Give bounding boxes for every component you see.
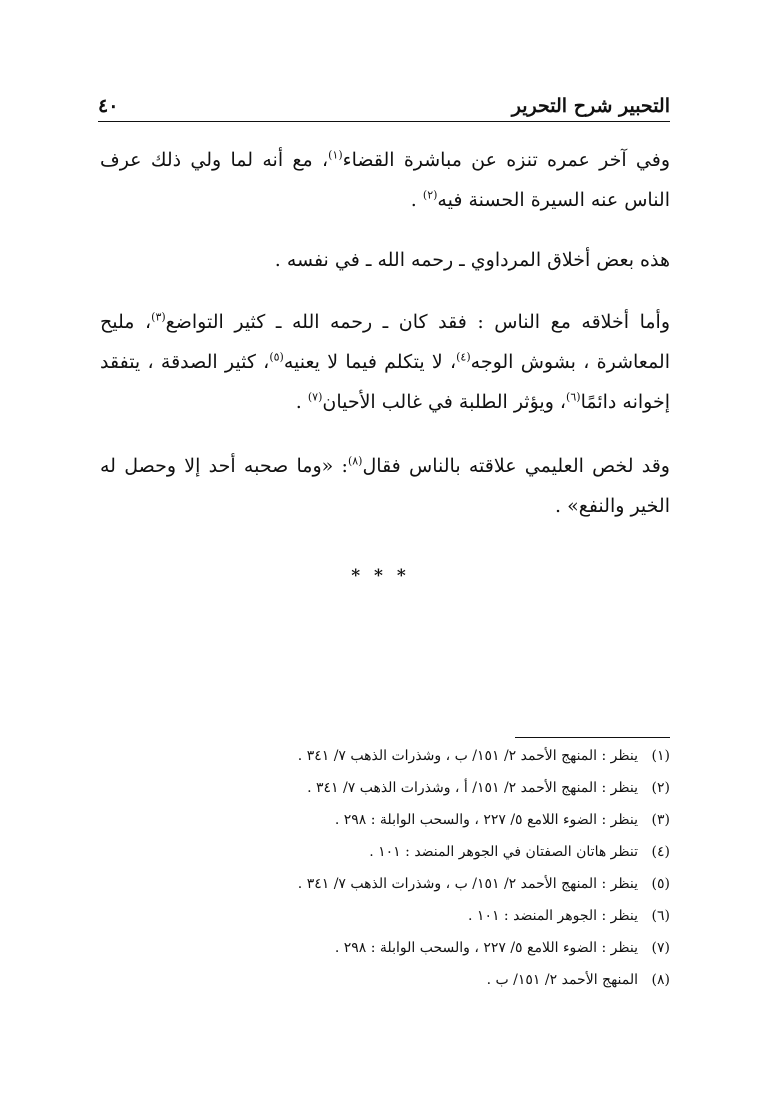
paragraph-1 — [100, 140, 670, 220]
footnote-item — [240, 964, 670, 996]
footnote-text: ينظر : الجوهر المنضد : ١٠١ . — [468, 908, 638, 924]
footnote-item — [240, 740, 670, 772]
footnote-number: (٨) — [651, 972, 670, 988]
page-number: ٤٠ — [98, 95, 119, 117]
footnotes-list — [240, 740, 670, 996]
footnote-number: (٧) — [651, 940, 670, 956]
text-run: . — [410, 189, 417, 211]
footnote-marker-8[interactable]: (٨) — [347, 454, 363, 468]
footnote-text: ينظر : الضوء اللامع ٥/ ٢٢٧ ، والسحب الوابلة : ٢٩٨ . — [334, 940, 638, 956]
text-run: . — [295, 391, 302, 413]
footnote-separator — [515, 737, 670, 738]
running-header — [98, 88, 670, 122]
text-run: ، مع أنه لما ولي ذلك عرف الناس عنه السيرة الحسنة فيه — [100, 149, 670, 211]
footnote-item — [240, 868, 670, 900]
footnote-marker-5[interactable]: (٥) — [269, 350, 284, 364]
footnote-item — [240, 836, 670, 868]
footnote-number: (٣) — [651, 812, 670, 828]
footnote-text: المنهج الأحمد ٢/ ١٥١/ ب . — [486, 972, 638, 988]
footnote-text: ينظر : المنهج الأحمد ٢/ ١٥١/ ب ، وشذرات الذهب ٧/ ٣٤١ . — [297, 876, 638, 892]
footnote-number: (١) — [651, 748, 670, 764]
footnote-item — [240, 932, 670, 964]
footnote-text: ينظر : الضوء اللامع ٥/ ٢٢٧ ، والسحب الوابلة : ٢٩٨ . — [334, 812, 638, 828]
footnote-marker-2[interactable]: (٢) — [422, 188, 438, 202]
footnote-text: تنظر هاتان الصفتان في الجوهر المنضد : ١٠١ . — [369, 844, 638, 860]
text-run: ، لا يتكلم فيما لا يعنيه — [283, 351, 457, 373]
footnote-number: (٥) — [651, 876, 670, 892]
footnote-text: ينظر : المنهج الأحمد ٢/ ١٥١/ ب ، وشذرات الذهب ٧/ ٣٤١ . — [297, 748, 638, 764]
footnote-marker-6[interactable]: (٦) — [566, 390, 581, 404]
footnote-number: (٦) — [651, 908, 670, 924]
text-run: ، مليح المعاشرة ، بشوش الوجه — [100, 311, 670, 373]
footnote-number: (٢) — [651, 780, 670, 796]
text-run: : «وما صحبه أحد إلا وحصل له الخير والنفع» . — [100, 455, 670, 517]
paragraph-2 — [100, 240, 670, 280]
text-run: وقد لخص العليمي علاقته بالناس فقال — [362, 455, 670, 477]
text-run: وأما أخلاقه مع الناس : فقد كان ـ رحمه الله ـ كثير التواضع — [165, 311, 671, 333]
footnote-number: (٤) — [651, 844, 670, 860]
main-text — [100, 140, 670, 526]
text-run: ، كثير الصدقة ، يتفقد إخوانه دائمًا — [100, 351, 670, 413]
footnote-marker-4[interactable]: (٤) — [456, 350, 471, 364]
footnote-item — [240, 772, 670, 804]
footnote-text: ينظر : المنهج الأحمد ٢/ ١٥١/ أ ، وشذرات الذهب ٧/ ٣٤١ . — [307, 780, 638, 796]
footnote-item — [240, 804, 670, 836]
footnote-marker-3[interactable]: (٣) — [151, 310, 166, 324]
text-run: هذه بعض أخلاق المرداوي ـ رحمه الله ـ في نفسه . — [274, 249, 670, 271]
paragraph-3 — [100, 302, 670, 422]
footnote-marker-1[interactable]: (١) — [328, 148, 343, 162]
paragraph-4 — [100, 446, 670, 526]
book-title: التحبير شرح التحرير — [511, 95, 670, 117]
section-ornament: * * * — [351, 566, 410, 586]
footnote-marker-7[interactable]: (٧) — [307, 390, 323, 404]
text-run: وفي آخر عمره تنزه عن مباشرة القضاء — [342, 149, 670, 171]
footnote-item — [240, 900, 670, 932]
text-run: ، ويؤثر الطلبة في غالب الأحيان — [322, 391, 567, 413]
